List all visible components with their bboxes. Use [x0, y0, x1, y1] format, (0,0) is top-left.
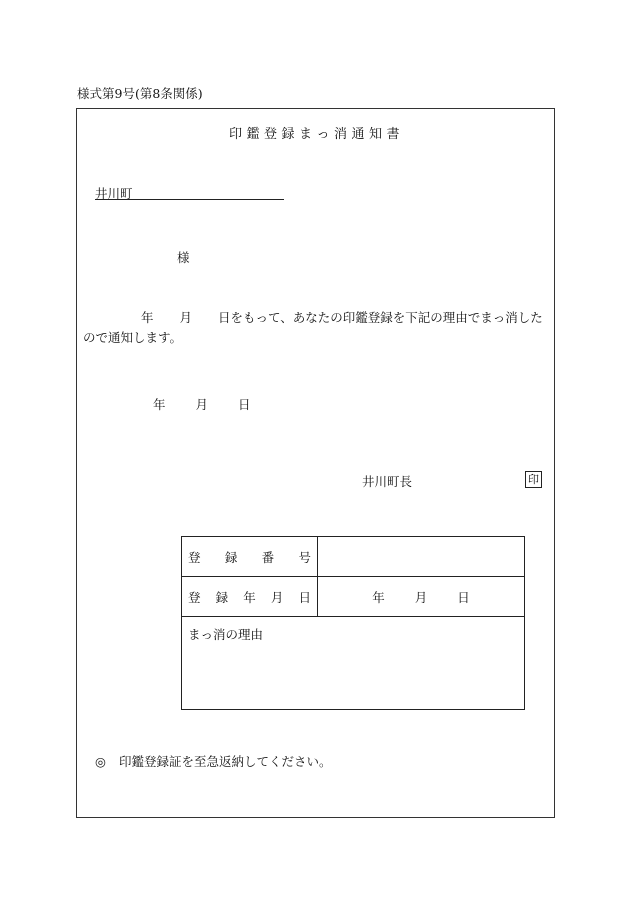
registration-table	[181, 536, 525, 710]
document-title: 印鑑登録まっ消通知書	[228, 127, 404, 142]
addressee-underline	[95, 199, 284, 200]
body-text: 日をもって、あなたの印鑑登録を下記の理由でまっ消したので通知します。	[83, 310, 543, 345]
form-number: 様式第9号(第8条関係)	[77, 86, 203, 101]
reason-label: まっ消の理由	[188, 627, 264, 642]
reg-number-label: 登 録 番 号	[182, 537, 318, 577]
issue-year: 年	[153, 397, 166, 412]
form-frame	[76, 108, 555, 818]
body-year: 年	[141, 310, 154, 325]
reg-date-value: 年 月 日	[318, 577, 525, 617]
town-name: 井川町	[95, 186, 133, 201]
honorific: 様	[177, 250, 190, 265]
mayor-title: 井川町長	[362, 474, 413, 489]
table-row	[182, 577, 525, 617]
issue-day: 日	[237, 397, 251, 412]
reg-date-label: 登 録 年 月 日	[182, 577, 318, 617]
issue-date	[153, 395, 250, 413]
notice-body	[83, 308, 549, 348]
body-month: 月	[179, 310, 193, 325]
reg-number-value	[318, 537, 525, 577]
table-row	[182, 537, 525, 577]
return-notice	[95, 752, 332, 770]
issue-month: 月	[195, 397, 208, 412]
reason-cell	[182, 617, 525, 710]
seal-mark: 印	[525, 471, 542, 488]
return-notice-text: 印鑑登録証を至急返納してください。	[119, 754, 332, 769]
double-circle-icon: ◎	[95, 754, 106, 769]
table-row	[182, 617, 525, 710]
